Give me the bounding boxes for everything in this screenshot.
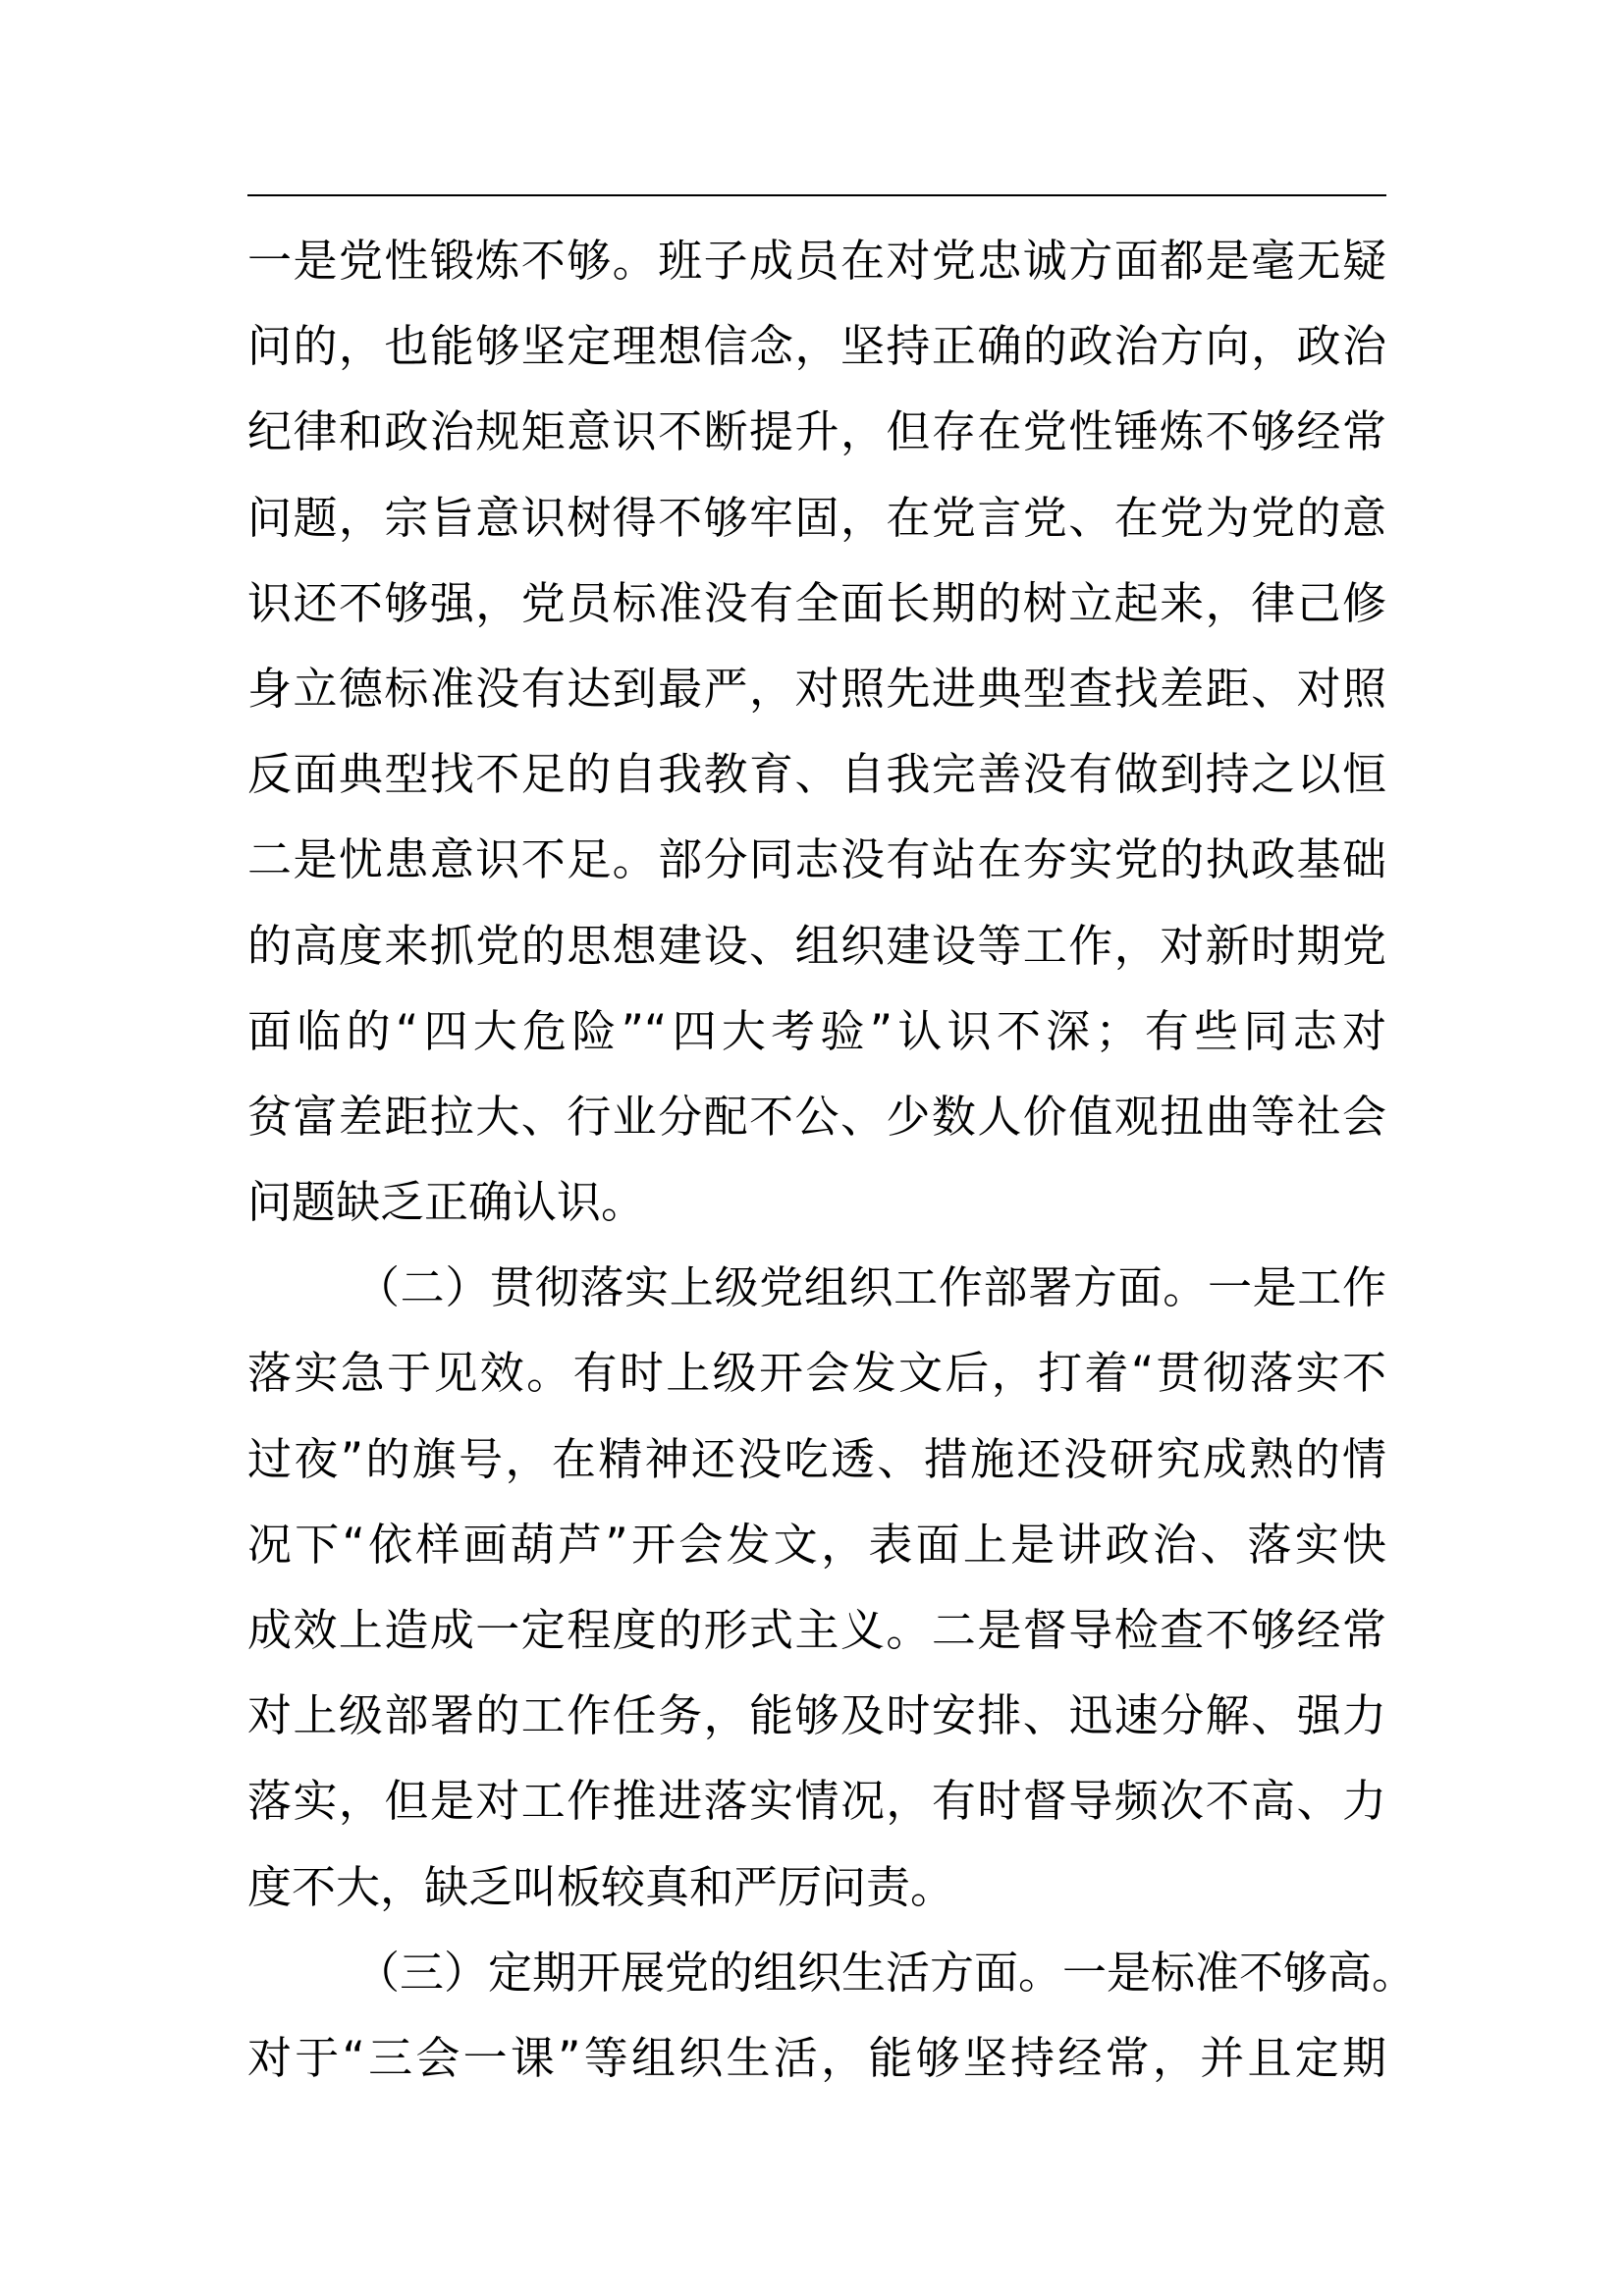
text-line: 落实急于见效。有时上级开会发文后，打着“贯彻落实不 — [247, 1347, 1386, 1400]
text-line: 面临的“四大危险”“四大考验”认识不深；有些同志对 — [247, 1004, 1386, 1057]
paragraph-start-line: （二）贯彻落实上级党组织工作部署方面。一是工作 — [355, 1261, 1386, 1314]
text-line: 一是党性锻炼不够。班子成员在对党忠诚方面都是毫无疑 — [247, 235, 1386, 287]
text-line: 纪律和政治规矩意识不断提升，但存在党性锤炼不够经常 — [247, 405, 1386, 458]
text-line: 成效上造成一定程度的形式主义。二是督导检查不够经常 — [247, 1604, 1386, 1656]
text-line: 身立德标准没有达到最严，对照先进典型查找差距、对照 — [247, 662, 1386, 715]
text-line: 的高度来抓党的思想建设、组织建设等工作，对新时期党 — [247, 919, 1386, 972]
text-line: 问题缺乏正确认识。 — [247, 1176, 646, 1229]
header-rule — [247, 194, 1386, 196]
document-body — [247, 218, 1417, 2101]
text-line: 二是忧患意识不足。部分同志没有站在夯实党的执政基础 — [247, 833, 1386, 886]
text-line: 度不大，缺乏叫板较真和严厉问责。 — [247, 1860, 955, 1913]
text-line: 反面典型找不足的自我教育、自我完善没有做到持之以恒 — [247, 748, 1386, 801]
text-line: 识还不够强，党员标准没有全面长期的树立起来，律己修 — [247, 576, 1386, 629]
text-line: 问的，也能够坚定理想信念，坚持正确的政治方向，政治 — [247, 320, 1386, 373]
text-line: 对于“三会一课”等组织生活，能够坚持经常，并且定期 — [247, 2031, 1386, 2084]
text-line: 落实，但是对工作推进落实情况，有时督导频次不高、力 — [247, 1775, 1386, 1828]
text-line: 况下“依样画葫芦”开会发文，表面上是讲政治、落实快 — [247, 1518, 1386, 1571]
text-line: 对上级部署的工作任务，能够及时安排、迅速分解、强力 — [247, 1689, 1386, 1742]
paragraph-start-line: （三）定期开展党的组织生活方面。一是标准不够高。 — [355, 1946, 1417, 1999]
text-line: 贫富差距拉大、行业分配不公、少数人价值观扭曲等社会 — [247, 1090, 1386, 1143]
text-line: 过夜”的旗号，在精神还没吃透、措施还没研究成熟的情 — [247, 1432, 1386, 1485]
text-line: 问题，宗旨意识树得不够牢固，在党言党、在党为党的意 — [247, 491, 1386, 544]
